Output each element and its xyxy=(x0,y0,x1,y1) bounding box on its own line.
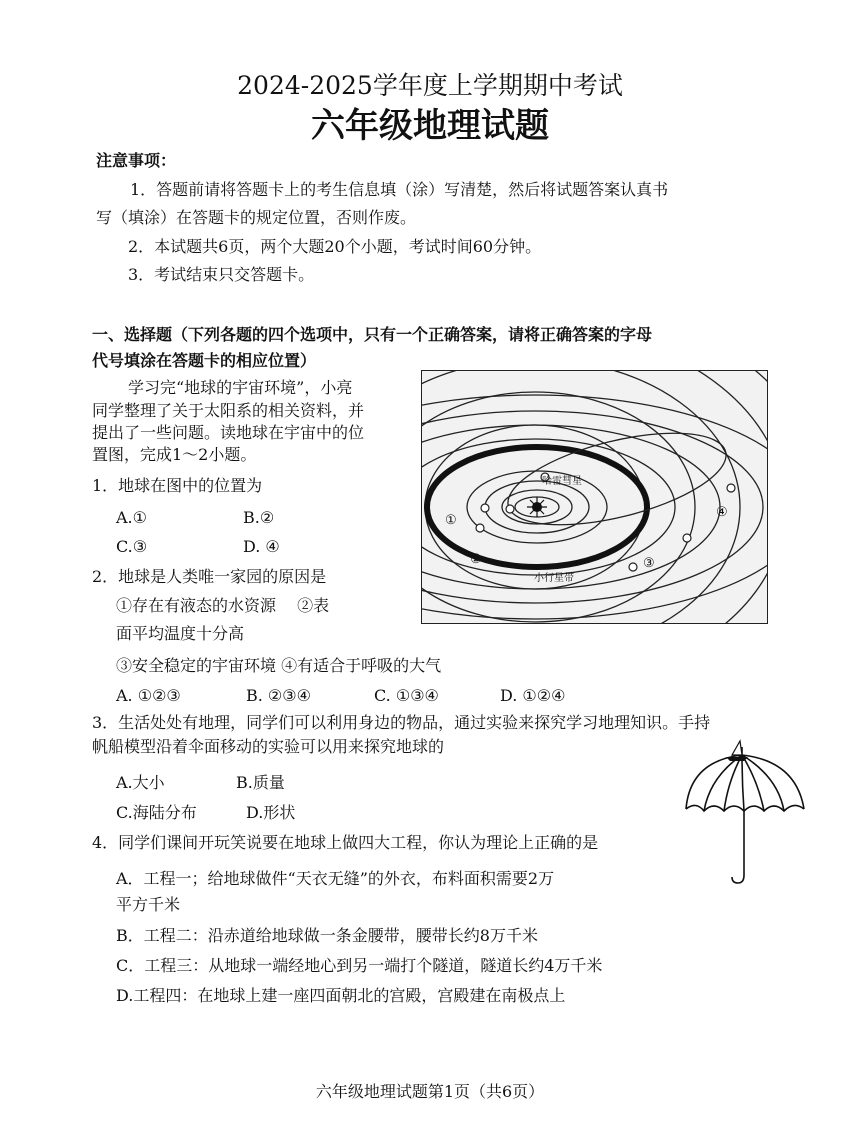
position-marker-1: ① xyxy=(445,513,457,528)
halley-comet-label: 哈雷彗星 xyxy=(542,476,582,487)
exam-title-main: 六年级地理试题 xyxy=(311,106,549,146)
umbrella-icon xyxy=(680,737,810,887)
notice-item-2: 2．本试题共6页，两个大题20个小题，考试时间60分钟。 xyxy=(128,237,542,256)
intro-line-2: 同学整理了关于太阳系的相关资料，并 xyxy=(92,401,365,420)
q4-option-a-line2: 平方千米 xyxy=(116,895,181,914)
asteroid-belt-label: 小行星带 xyxy=(534,573,574,584)
q4-option-b: B．工程二：沿赤道给地球做一条金腰带，腰带长约8万千米 xyxy=(116,926,538,945)
q1-option-c: C.③ xyxy=(116,537,148,556)
q4-option-a-line1: A．工程一；给地球做件“天衣无缝”的外衣，布料面积需要2万 xyxy=(116,869,555,888)
q1-option-a: A.① xyxy=(116,508,147,527)
position-marker-4: ④ xyxy=(716,505,728,520)
q3-option-b: B.质量 xyxy=(236,773,285,792)
intro-line-1: 学习完“地球的宇宙环境”，小亮 xyxy=(128,378,353,397)
position-marker-2: ② xyxy=(470,552,482,567)
q2-option-d: D. ①②④ xyxy=(500,686,566,705)
q1-option-d: D. ④ xyxy=(243,537,280,556)
planet-dot xyxy=(506,505,514,513)
solar-system-diagram xyxy=(422,371,767,623)
q1-option-b: B.② xyxy=(243,508,275,527)
page-footer: 六年级地理试题第1页（共6页） xyxy=(315,1082,545,1101)
q3-stem-b: 帆船模型沿着伞面移动的实验可以用来探究地球的 xyxy=(92,737,445,756)
notice-item-3: 3．考试结束只交答题卡。 xyxy=(128,265,315,284)
q4-stem: 4．同学们课间开玩笑说要在地球上做四大工程，你认为理论上正确的是 xyxy=(92,833,599,852)
q2-option-b: B. ②③④ xyxy=(246,686,311,705)
intro-line-4: 置图，完成1～2小题。 xyxy=(92,445,257,464)
q3-option-d: D.形状 xyxy=(246,803,296,822)
planet-dot xyxy=(727,484,735,492)
q4-option-d: D.工程四：在地球上建一座四面朝北的宫殿，宫殿建在南极点上 xyxy=(116,986,566,1005)
q2-statement-line-3: ③安全稳定的宇宙环境 ④有适合于呼吸的大气 xyxy=(116,656,442,675)
q3-option-a: A.大小 xyxy=(116,773,165,792)
sailboat-model-icon xyxy=(726,741,748,761)
notice-item-1a: 1．答题前请将答题卡上的考生信息填（涂）写清楚，然后将试题答案认真书 xyxy=(130,180,669,199)
position-marker-3: ③ xyxy=(643,556,655,571)
intro-line-3: 提出了一些问题。读地球在宇宙中的位 xyxy=(92,423,365,442)
q4-option-c: C．工程三：从地球一端经地心到另一端打个隧道，隧道长约4万千米 xyxy=(116,956,603,975)
planet-dot xyxy=(476,524,484,532)
q2-option-c: C. ①③④ xyxy=(374,686,439,705)
planet-dot xyxy=(629,563,637,571)
section1-heading-b: 代号填涂在答题卡的相应位置） xyxy=(92,351,317,370)
orbit-ring xyxy=(422,439,675,575)
q1-stem: 1．地球在图中的位置为 xyxy=(92,476,263,495)
q2-statement-line-1: ①存在有液态的水资源 ②表 xyxy=(116,596,330,615)
umbrella-figure xyxy=(680,737,810,887)
exam-title-line1: 2024-2025学年度上学期期中考试 xyxy=(237,71,623,100)
section1-heading-a: 一、选择题（下列各题的四个选项中，只有一个正确答案，请将正确答案的字母 xyxy=(92,325,653,344)
notice-heading: 注意事项： xyxy=(96,151,177,170)
planet-dot xyxy=(683,534,691,542)
solar-system-figure xyxy=(421,370,768,624)
q2-statement-line-2: 面平均温度十分高 xyxy=(116,624,245,643)
q3-stem-a: 3．生活处处有地理，同学们可以利用身边的物品，通过实验来探究学习地理知识。手持 xyxy=(92,713,711,732)
q2-stem: 2．地球是人类唯一家园的原因是 xyxy=(92,567,327,586)
q3-option-c: C.海陆分布 xyxy=(116,803,197,822)
planet-dot xyxy=(481,504,489,512)
q2-option-a: A. ①②③ xyxy=(116,686,181,705)
notice-item-1b: 写（填涂）在答题卡的规定位置，否则作废。 xyxy=(96,208,417,227)
